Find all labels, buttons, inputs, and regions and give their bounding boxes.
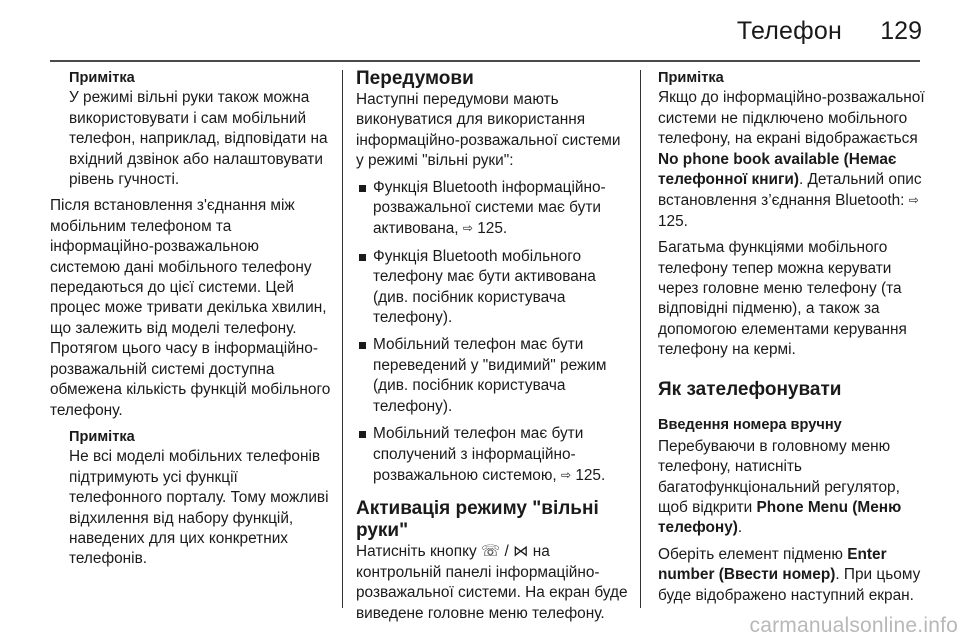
page-ref-icon: ⇨ [560, 467, 572, 482]
list-item [356, 247, 628, 329]
page-header [0, 0, 960, 60]
text-run: Натисніть кнопку [356, 543, 481, 561]
note-text: Якщо до інформаційно-розважальної системи не підключено мобільного телефону, на екрані відображається [658, 89, 925, 148]
column-right [658, 68, 928, 612]
ui-term: No phone book available (Немає телефонної книги) [658, 150, 897, 189]
note-block [50, 68, 332, 190]
section-heading: Активація режиму "вільні руки" [356, 498, 599, 542]
text-run: / [500, 543, 514, 561]
body-paragraph [356, 542, 628, 624]
list-item-text: Функція Bluetooth мобільного телефону має бути активована (див. посібник користувача телефону). [373, 247, 596, 327]
body-paragraph [658, 437, 928, 539]
list-item-text: Мобільний телефон має бути сполучений з інформаційно-розважальною системою, [373, 425, 584, 484]
note-block [50, 427, 332, 570]
page-number: 129 [880, 17, 922, 45]
page-ref: 125. [477, 220, 508, 238]
text-run: . При цьому буде відображено наступний екран. [658, 566, 921, 604]
page-ref-icon: ⇨ [462, 221, 473, 236]
list-item [356, 335, 628, 417]
list-item-text: Мобільний телефон має бути переведений у "видимий" режим (див. посібник користувача телефону). [373, 336, 607, 415]
column-middle [356, 68, 628, 630]
note-heading: Примітка [69, 428, 135, 445]
note-text: Не всі моделі мобільних телефонів підтримують усі функції телефонного порталу. Тому можливі відхилення від набору функцій, наведених для цих конкретних телефонів. [69, 448, 329, 568]
list-item-text: Функція Bluetooth інформаційно-розважальної системи має бути активована, [373, 178, 606, 238]
ui-term: Enter number (Ввести номер) [658, 545, 887, 584]
watermark: carmanualsonline.info [749, 614, 958, 637]
note-heading: Примітка [69, 70, 135, 86]
page-ref: 125. [575, 466, 606, 484]
body-paragraph [658, 545, 928, 606]
text-run: . [737, 519, 743, 537]
body-paragraph: Після встановлення з'єднання між мобільним телефоном та інформаційно-розважальною системою дані мобільного телефону передаються до цієї системи. Цей процес може тривати декілька хвилин, що залежить від моделі телефону. Протягом цього часу в інформаційно-розважальній системі доступна обмежена кількість функцій мобільного телефону. [50, 197, 331, 419]
column-left [50, 68, 332, 576]
text-run: Оберіть елемент підменю [658, 545, 848, 563]
ui-term: Phone Menu (Меню телефону) [658, 498, 902, 537]
page-ref: 125. [658, 212, 688, 230]
note-text: У режимі вільні руки також можна використовувати і сам мобільний телефон, наприклад, відповідати на вхідний дзвінок або налаштовувати рівень гучності. [69, 89, 328, 189]
section-heading: Як зателефонувати [658, 378, 842, 400]
mute-icon: ⋈ [513, 543, 529, 561]
subsection-heading: Введення номера вручну [658, 416, 842, 433]
note-block [658, 68, 928, 232]
section-heading: Передумови [356, 68, 474, 89]
column-divider [640, 70, 641, 608]
note-heading: Примітка [658, 70, 724, 86]
header-rule [50, 60, 920, 62]
page-ref-icon: ⇨ [908, 193, 919, 208]
text-run: Перебуваючи в головному меню телефону, натисніть багатофункціональний регулятор, щоб відкрити [658, 437, 900, 516]
prerequisite-list [356, 178, 628, 487]
body-paragraph: Багатьма функціями мобільного телефону тепер можна керувати через головне меню телефону (та відповідні підменю), а також за допомогою елементами керування телефону на кермі. [658, 239, 907, 359]
text-run: на контрольній панелі інформаційно-розважальної системи. На екран буде виведене головне меню телефону. [356, 543, 628, 622]
list-item [356, 424, 628, 486]
column-divider [342, 70, 343, 608]
phone-icon: ☏ [480, 543, 501, 561]
chapter-title: Телефон [736, 17, 842, 45]
body-paragraph: Наступні передумови мають виконуватися для використання інформаційно-розважальної системи у режимі "вільні руки": [356, 91, 621, 170]
list-item [356, 178, 628, 240]
note-text: . Детальний опис встановлення з’єднання Bluetooth: [658, 171, 922, 210]
